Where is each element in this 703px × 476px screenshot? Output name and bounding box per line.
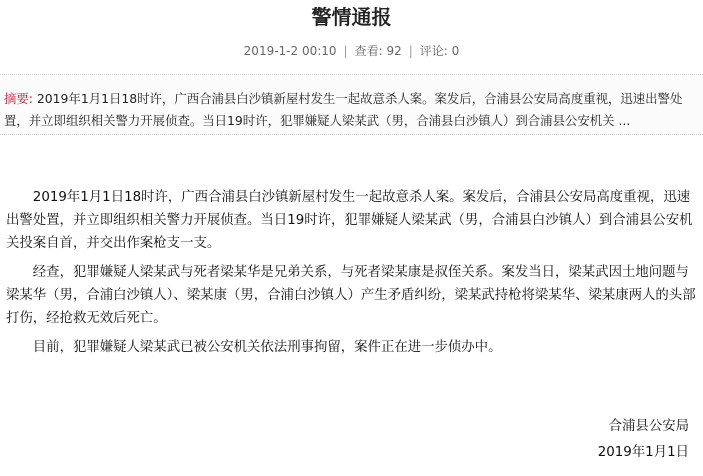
summary-text: 2019年1月1日18时许，广西合浦县白沙镇新屋村发生一起故意杀人案。案发后，合浦县公安局高度重视，迅速出警处置，并立即组织相关警力开展侦查。当日19时许，犯罪嫌疑人梁某武（男，合浦县白沙镇人）到合浦县公安机关 ... [4,91,683,128]
publish-date: 2019-1-2 00:10 [243,44,337,58]
summary-label: 摘要: [4,91,33,106]
comments-count: 0 [451,44,460,58]
views-label: 查看: [354,44,383,58]
body-paragraph: 目前，犯罪嫌疑人梁某武已被公安机关依法刑事拘留，案件正在进一步侦办中。 [32,340,502,355]
comments-label: 评论: [419,44,448,58]
body-paragraph: 经查，犯罪嫌疑人梁某武与死者梁某华是兄弟关系，与死者梁某康是叔侄关系。案发当日，梁某武因土地问题与梁某华（男，合浦白沙镇人）、梁某康（男，合浦白沙镇人）产生矛盾纠纷，梁某武持枪将梁某华、梁某康两人的头部打伤，经抢救无效后死亡。 [6,265,696,326]
article-summary [0,74,703,135]
article-meta [0,43,703,59]
signature-block [598,416,689,468]
article-body [6,186,696,365]
meta-separator: | [343,44,348,58]
signature-date: 2019年1月1日 [597,445,689,460]
views-count: 92 [386,44,402,58]
article-title: 警情通报 [311,5,392,29]
meta-separator: | [408,44,413,58]
signature-org: 合浦县公安局 [608,419,689,434]
body-paragraph: 2019年1月1日18时许，广西合浦县白沙镇新屋村发生一起故意杀人案。案发后，合浦县公安局高度重视，迅速出警处置，并立即组织相关警力开展侦查。当日19时许，犯罪嫌疑人梁某武（男，合浦县白沙镇人）到合浦县公安机关投案自首，并交出作案枪支一支。 [6,190,693,251]
